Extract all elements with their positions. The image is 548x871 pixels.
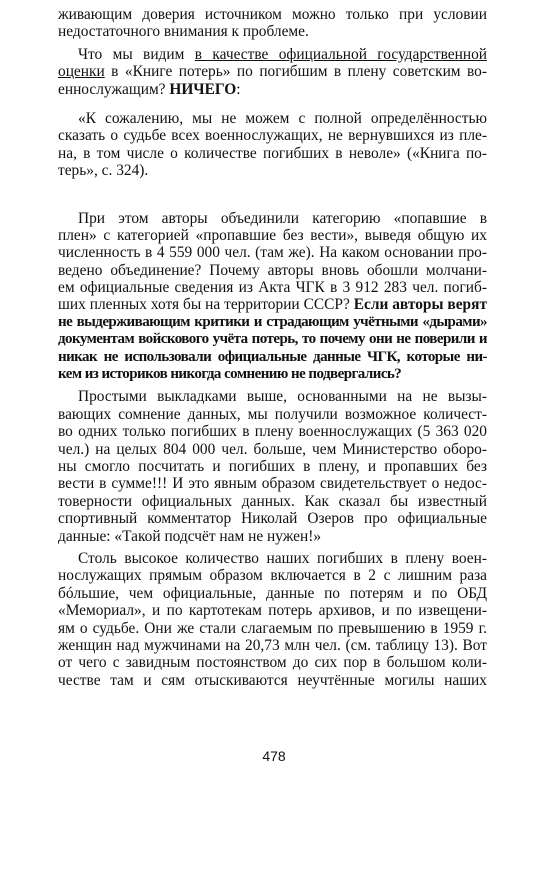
text-line: ем официальные сведения из Акта ЧГК в 3 912 283 чел. погиб- (58, 279, 487, 297)
quote-line: на, в том числе о количестве погибших в неволе» («Книга по- (58, 144, 487, 162)
bold-text: Если авторы верят (353, 296, 488, 314)
page-number: 478 (262, 748, 286, 764)
text-line: вающих сомнение данных, мы получили возможное количест- (58, 405, 487, 423)
text-line: плен» с категорией «пропавшие без вести», выведя общую их (58, 226, 487, 244)
text-line: от чего с завидным постоянством до сих пор в большом коли- (58, 654, 487, 672)
text-line: Столь высокое количество наших погибших в плену воен- (78, 549, 487, 567)
underlined-text: в качестве официальной государственной (194, 45, 487, 63)
text-span: в «Книге потерь» по погибшим в плену советским во- (104, 63, 487, 81)
quote-line: терь», с. 324). (58, 162, 149, 180)
text-line: ям о судьбе. Они же стали слагаемым по превышению в 1959 г. (58, 619, 487, 637)
bold-text: НИЧЕГО (169, 80, 237, 98)
text-span: ших пленных хотя бы на территории СССР? (58, 296, 354, 314)
text-span: еннослужащим? (58, 80, 170, 98)
quote-line: сказать о судьбе всех военнослужащих, не вернувшихся из пле- (58, 127, 487, 145)
paragraph-question (58, 46, 487, 98)
text-line: «Мемориал», и по картотекам потерь архивов, и по извещени- (58, 602, 487, 620)
paragraph-authors (58, 210, 487, 384)
text-line: численность в 4 559 000 чел. (там же). На каком основании про- (58, 244, 487, 262)
paragraph-calculations (58, 388, 487, 545)
paragraph-losses (58, 550, 487, 689)
text-line: Простыми выкладками выше, основанными на не вызы- (78, 388, 487, 406)
text-line (58, 63, 487, 80)
text-line: нослужащих прямым образом включается в 2 с лишним раза (58, 567, 487, 585)
text-line: чел.) на целых 804 000 чел. больше, чем Министерство оборо- (58, 440, 487, 458)
text-line (58, 296, 487, 313)
paragraph-continuation (58, 6, 487, 41)
text-line: во одних только погибших в плену военнослужащих (5 363 020 (58, 423, 487, 441)
text-line: спортивный комментатор Николай Озеров про официальные (58, 510, 487, 528)
text-span: Что мы видим (78, 45, 195, 63)
text-line: данные: «Такой подсчёт нам не нужен!» (58, 527, 322, 545)
text-line (58, 81, 487, 98)
text-line (58, 46, 487, 63)
text-line: При этом авторы объединили категорию «попавшие в (78, 209, 487, 227)
bold-text-line: документам войскового учёта потерь, то почему они не поверили и (58, 331, 487, 348)
text-line: вести в сумме!!! И это явным образом свидетельствует о недос- (58, 475, 487, 493)
text-line: женщин над мужчинами на 20,73 млн чел. (см. таблицу 13). Вот (58, 636, 487, 654)
text-line: недостаточного внимания к проблеме. (58, 23, 309, 41)
page-body (58, 6, 487, 689)
bold-text-line: не выдерживающим критики и страдающим учётными «дырами» (58, 313, 487, 330)
text-span: : (236, 80, 241, 98)
block-quote (58, 110, 487, 180)
bold-text-line: никак не использовали официальные данные ЧГК, которые ни- (58, 348, 487, 365)
text-line: ведено объединение? Почему авторы вновь обошли молчани- (58, 261, 487, 279)
bold-text-line: кем из историков никогда сомнению не подвергались? (58, 366, 402, 383)
text-line: ны смогло посчитать и погибших в плену, и пропавших без (58, 457, 487, 475)
text-line: живающим доверия источником можно только при условии (58, 6, 487, 23)
quote-line: «К сожалению, мы не можем с полной определённостью (78, 109, 487, 127)
underlined-text: оценки (58, 63, 105, 81)
text-line: честве там и сям отыскиваются неучтённые могилы наших (58, 671, 487, 689)
text-line: товерности официальных данных. Как сказал бы известный (58, 492, 487, 510)
text-line: бóльшие, чем официальные, данные по потерям и по ОБД (58, 584, 487, 602)
